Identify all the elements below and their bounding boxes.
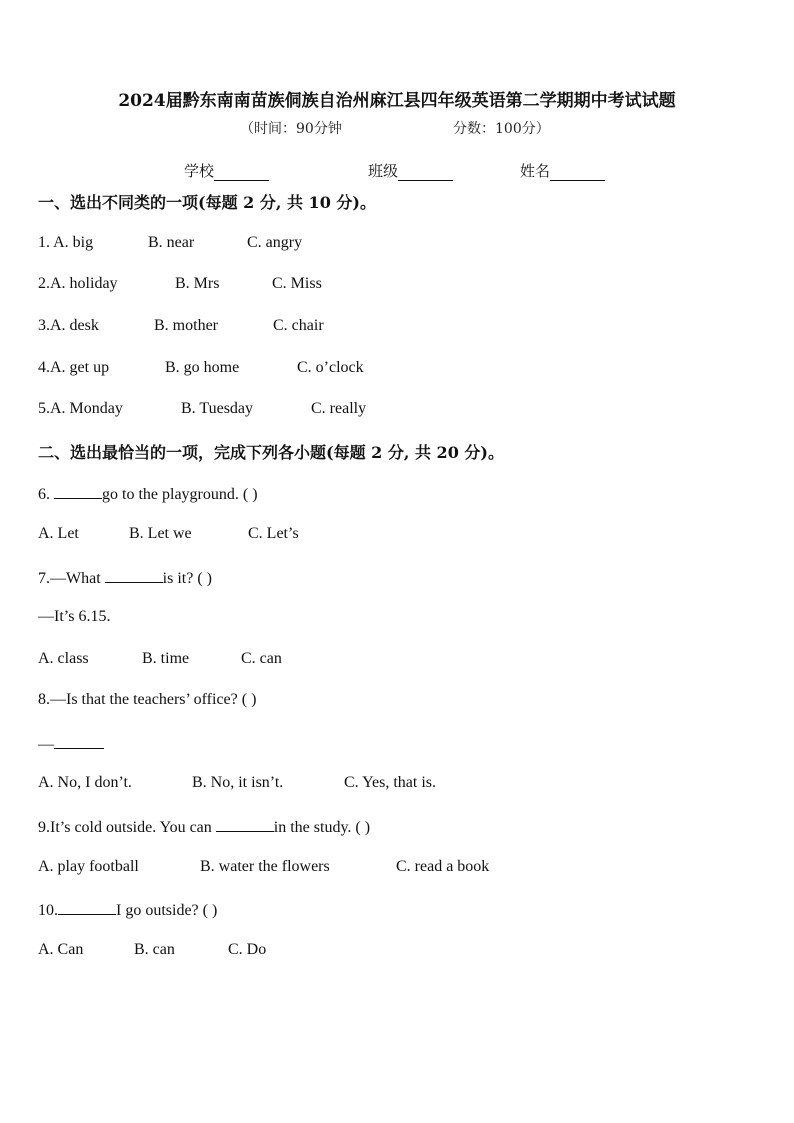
- q5-option-a: 5.A. Monday: [38, 400, 123, 417]
- question-6: [38, 483, 258, 504]
- question-4: [38, 359, 364, 377]
- q2-option-b: B. Mrs: [175, 275, 220, 292]
- q7-prefix: 7.—What: [38, 570, 105, 587]
- question-2: [38, 275, 322, 293]
- q8-answer-prefix: —: [38, 736, 54, 753]
- q6-option-b: B. Let we: [129, 525, 192, 542]
- name-blank[interactable]: [550, 166, 605, 181]
- q10-option-b: B. can: [134, 941, 175, 958]
- question-10-options: [38, 941, 267, 959]
- q6-option-a: A. Let: [38, 525, 79, 542]
- q8-option-c: C. Yes, that is.: [344, 774, 437, 791]
- q9-blank[interactable]: [216, 816, 274, 832]
- question-9: [38, 816, 370, 837]
- q2-option-a: 2.A. holiday: [38, 275, 118, 292]
- q4-option-a: 4.A. get up: [38, 359, 110, 376]
- question-8-answer: [38, 733, 104, 754]
- section1-heading: 一、选出不同类的一项(每题 2 分, 共 10 分)。: [38, 193, 376, 212]
- q10-option-a: A. Can: [38, 941, 84, 958]
- question-10: [38, 899, 217, 920]
- q7-option-b: B. time: [142, 650, 190, 667]
- class-blank[interactable]: [398, 166, 453, 181]
- q9-text: in the study. ( ): [273, 819, 371, 836]
- q10-text: I go outside? ( ): [116, 902, 218, 919]
- question-8: 8.—Is that the teachers’ office? ( ): [38, 691, 257, 708]
- question-6-options: [38, 525, 299, 543]
- school-field: [184, 160, 269, 181]
- name-label: 姓名: [520, 162, 551, 180]
- q4-option-c: C. o’clock: [297, 359, 364, 376]
- q1-option-c: C. angry: [247, 234, 303, 251]
- q3-option-c: C. chair: [273, 317, 324, 334]
- question-7-options: [38, 650, 282, 668]
- question-7-answer: —It’s 6.15.: [38, 608, 111, 625]
- name-field: [520, 160, 605, 181]
- q7-blank[interactable]: [105, 567, 163, 583]
- q8-option-a: A. No, I don’t.: [38, 774, 132, 791]
- q8-blank[interactable]: [54, 733, 104, 749]
- exam-score: 分数：100分）: [453, 121, 550, 137]
- q1-option-a: 1. A. big: [38, 234, 94, 251]
- q7-option-c: C. can: [241, 650, 282, 667]
- q3-option-a: 3.A. desk: [38, 317, 99, 334]
- question-8-options: [38, 774, 437, 792]
- class-label: 班级: [368, 162, 399, 180]
- school-label: 学校: [184, 162, 215, 180]
- q10-prefix: 10.: [38, 902, 58, 919]
- q9-option-b: B. water the flowers: [200, 858, 330, 875]
- q7-option-a: A. class: [38, 650, 89, 667]
- q4-option-b: B. go home: [165, 359, 240, 376]
- q9-option-a: A. play football: [38, 858, 139, 875]
- q9-prefix: 9.It’s cold outside. You can: [38, 819, 216, 836]
- q2-option-c: C. Miss: [272, 275, 322, 292]
- page-title: 2024届黔东南南苗族侗族自治州麻江县四年级英语第二学期期中考试试题: [118, 91, 676, 111]
- school-blank[interactable]: [214, 166, 269, 181]
- question-3: [38, 317, 324, 335]
- q6-prefix: 6.: [38, 486, 54, 503]
- q6-text: go to the playground. ( ): [102, 486, 258, 503]
- q8-option-b: B. No, it isn’t.: [192, 774, 284, 791]
- question-1: [38, 234, 303, 252]
- question-7: [38, 567, 212, 588]
- q10-blank[interactable]: [58, 899, 116, 915]
- question-9-options: [38, 858, 490, 876]
- q7-text: is it? ( ): [162, 570, 212, 587]
- q1-option-b: B. near: [148, 234, 195, 251]
- q5-option-b: B. Tuesday: [181, 400, 254, 417]
- q10-option-c: C. Do: [228, 941, 267, 958]
- q3-option-b: B. mother: [154, 317, 218, 334]
- question-5: [38, 400, 367, 418]
- class-field: [368, 160, 453, 181]
- q6-blank[interactable]: [54, 483, 102, 499]
- q5-option-c: C. really: [311, 400, 367, 417]
- exam-time: （时间：90分钟: [240, 121, 342, 137]
- q6-option-c: C. Let’s: [248, 525, 299, 542]
- q9-option-c: C. read a book: [396, 858, 490, 875]
- section2-heading: 二、选出最恰当的一项，完成下列各小题(每题 2 分, 共 20 分)。: [38, 443, 504, 462]
